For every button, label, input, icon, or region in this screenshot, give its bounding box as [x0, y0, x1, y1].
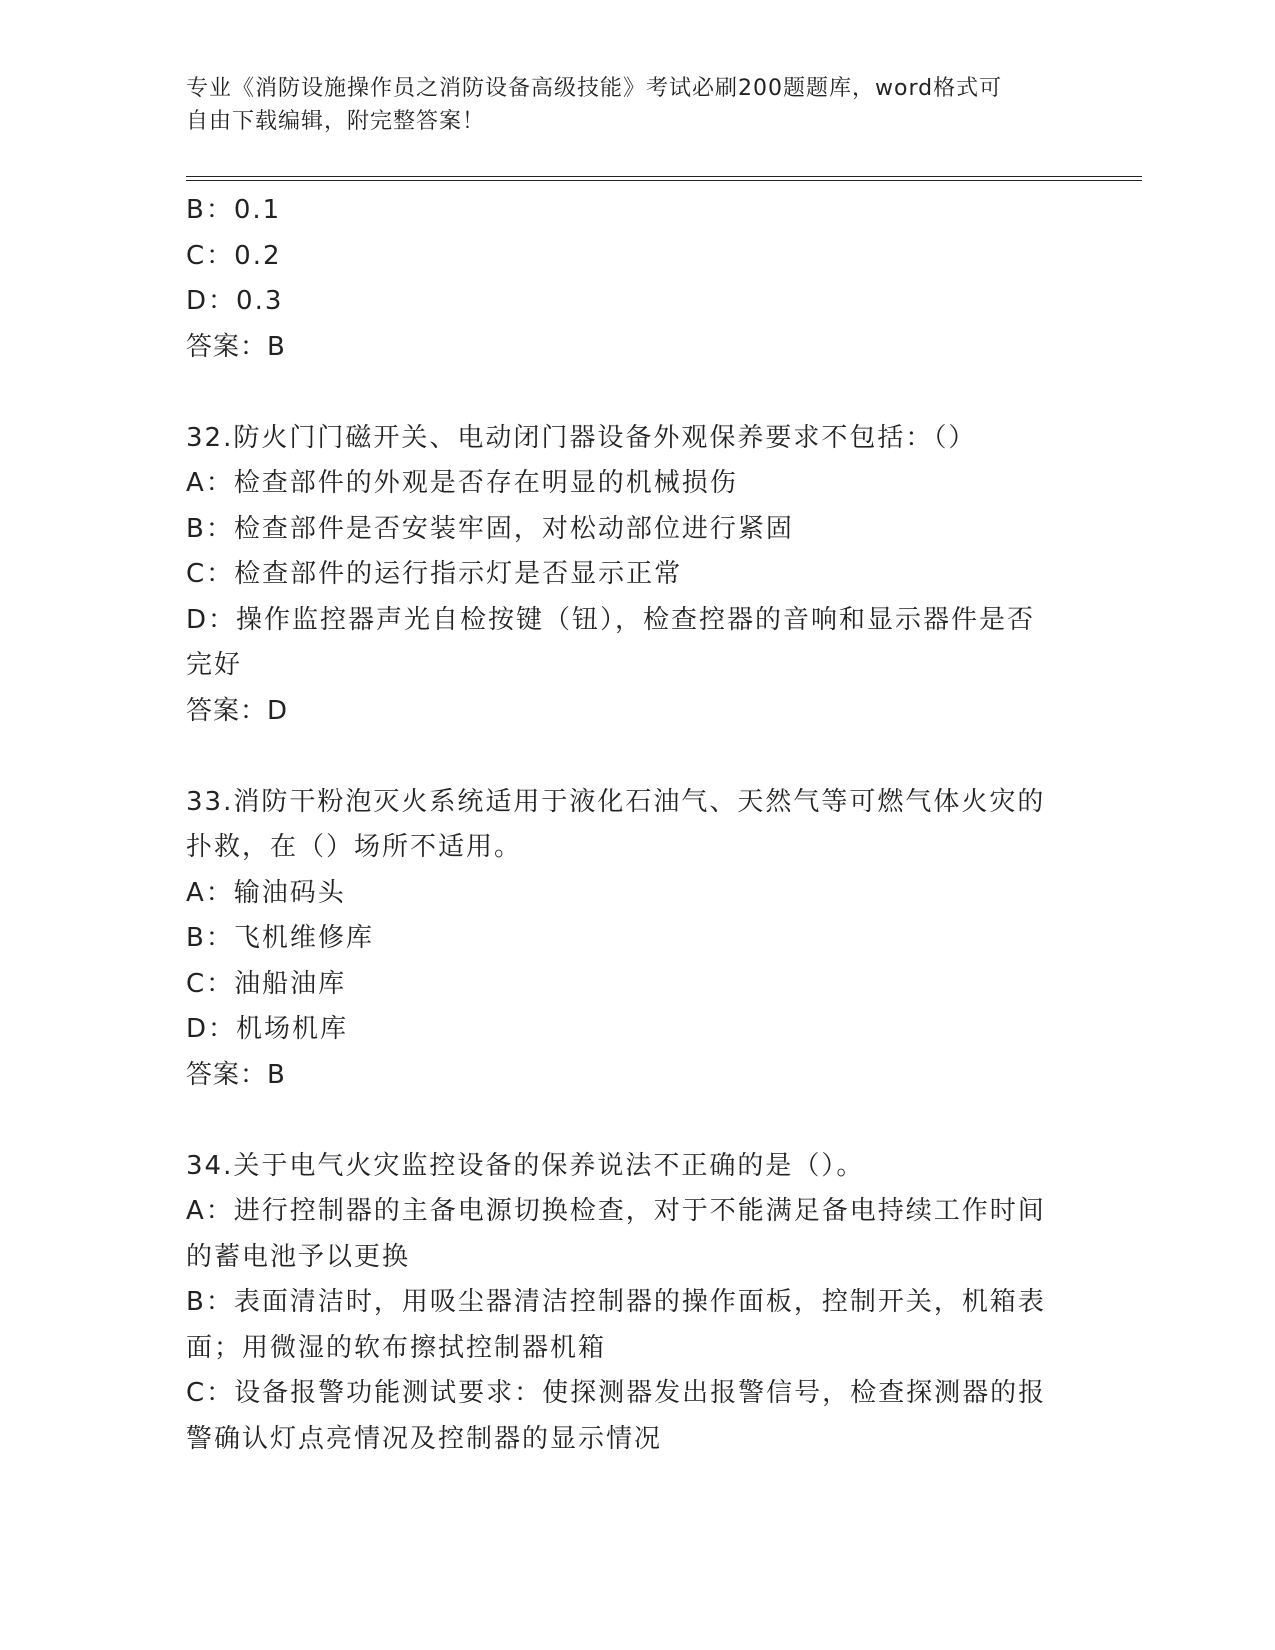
- option-b: B：0.1: [186, 195, 282, 225]
- answer-line: 答案：B: [186, 1059, 286, 1090]
- option-a-continued: 的蓄电池予以更换: [186, 1241, 411, 1272]
- question-text: 32.防火门门磁开关、电动闭门器设备外观保养要求不包括：（）: [186, 422, 977, 453]
- document-header: [186, 72, 1066, 138]
- prev-question-block: [186, 188, 1066, 370]
- option-c: C：0.2: [186, 240, 282, 271]
- option-b: B：飞机维修库: [186, 923, 374, 953]
- option-c-continued: 警确认灯点亮情况及控制器的显示情况: [186, 1423, 663, 1454]
- option-b: B：表面清洁时，用吸尘器清洁控制器的操作面板，控制开关，机箱表: [186, 1287, 1046, 1317]
- spacer: [186, 1098, 1066, 1144]
- question-content: [186, 188, 1066, 1462]
- option-a: A：检查部件的外观是否存在明显的机械损伤: [186, 468, 738, 498]
- option-b: B：检查部件是否安装牢固，对松动部位进行紧固: [186, 513, 794, 544]
- option-d: D：机场机库: [186, 1014, 349, 1044]
- header-line-2: 自由下载编辑，附完整答案！: [186, 109, 486, 134]
- question-text-continued: 扑救，在（）场所不适用。: [186, 832, 523, 862]
- header-line-1: 专业《消防设施操作员之消防设备高级技能》考试必刷200题题库，word格式可: [186, 76, 1003, 101]
- answer-line: 答案：D: [186, 695, 289, 726]
- option-b-continued: 面；用微湿的软布擦拭控制器机箱: [186, 1332, 607, 1363]
- question-text: 33.消防干粉泡灭火系统适用于液化石油气、天然气等可燃气体火灾的: [186, 786, 1046, 817]
- option-a: A：进行控制器的主备电源切换检查，对于不能满足备电持续工作时间: [186, 1196, 1046, 1226]
- answer-line: 答案：B: [186, 331, 286, 362]
- option-c: C：设备报警功能测试要求：使探测器发出报警信号，检查探测器的报: [186, 1378, 1047, 1408]
- header-divider: [186, 176, 1142, 181]
- spacer: [186, 370, 1066, 416]
- option-a: A：输油码头: [186, 877, 346, 908]
- option-c: C：检查部件的运行指示灯是否显示正常: [186, 559, 683, 589]
- option-d: D：0.3: [186, 286, 284, 316]
- option-d-continued: 完好: [186, 650, 243, 680]
- question-34: [186, 1144, 1066, 1463]
- question-32: [186, 416, 1066, 735]
- option-c: C：油船油库: [186, 968, 347, 999]
- option-d: D：操作监控器声光自检按键（钮），检查控器的音响和显示器件是否: [186, 604, 1036, 635]
- question-text: 34.关于电气火灾监控设备的保养说法不正确的是（）。: [186, 1150, 865, 1181]
- question-33: [186, 780, 1066, 1099]
- spacer: [186, 734, 1066, 780]
